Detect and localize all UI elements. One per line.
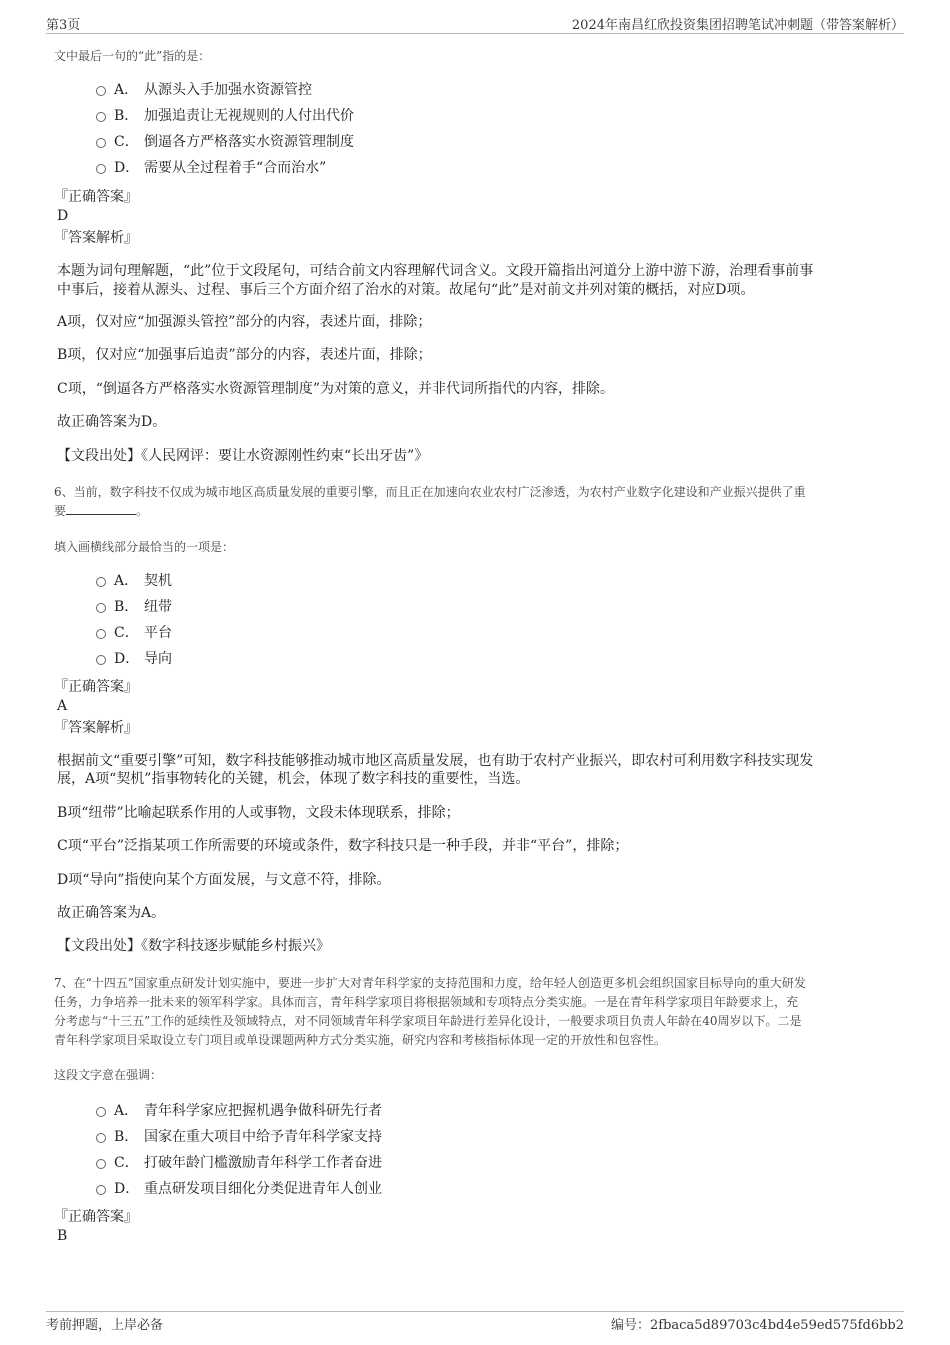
radio-icon[interactable] <box>96 86 106 96</box>
q7-stem-line: 分考虑与“十三五”工作的延续性及领域特点，对不同领域青年科学家项目年龄进行差异化设计，一般要求项目负责人年龄在40周岁以下。二是 <box>54 1014 802 1028</box>
q5-analysis-line: 本题为词句理解题，“此”位于文段尾句，可结合前文内容理解代词含义。文段开篇指出河道分上游中游下游，治理看事前事 <box>57 263 814 279</box>
q6-source: 【文段出处】《数字科技逐步赋能乡村振兴》 <box>57 938 330 954</box>
q7-stem-line: 7、在“十四五”国家重点研发计划实施中，要进一步扩大对青年科学家的支持范围和力度，给年轻人创造更多机会组织国家目标导向的重大研发 <box>54 976 806 990</box>
radio-icon[interactable] <box>96 138 106 148</box>
radio-icon[interactable] <box>96 1159 106 1169</box>
q6-answer: A <box>57 698 68 714</box>
radio-icon[interactable] <box>96 1185 106 1195</box>
q6-analysis-line: D项“导向”指使向某个方面发展，与文意不符，排除。 <box>57 872 391 888</box>
page-number: 第3页 <box>46 18 81 33</box>
footer-divider <box>46 1311 904 1312</box>
radio-icon[interactable] <box>96 603 106 613</box>
q7-answer: B <box>57 1228 68 1244</box>
q6-option-c[interactable]: C． 平台 <box>96 623 172 643</box>
fill-blank <box>66 502 136 515</box>
q6-stem-blank-line: 要 。 <box>54 504 149 518</box>
q5-analysis-line: A项，仅对应“加强源头管控”部分的内容，表述片面，排除； <box>57 314 432 330</box>
radio-icon[interactable] <box>96 1107 106 1117</box>
q7-option-b[interactable]: B． 国家在重大项目中给予青年科学家支持 <box>96 1127 382 1147</box>
q6-analysis-line: 展，A项“契机”指事物转化的关键，机会，体现了数字科技的重要性，当选。 <box>57 771 530 787</box>
q5-analysis-line: 故正确答案为D。 <box>57 414 167 430</box>
radio-icon[interactable] <box>96 1133 106 1143</box>
q7-option-a[interactable]: A． 青年科学家应把握机遇争做科研先行者 <box>96 1101 382 1121</box>
q7-option-c[interactable]: C． 打破年龄门槛激励青年科学工作者奋进 <box>96 1153 382 1173</box>
q6-option-a[interactable]: A． 契机 <box>96 571 172 591</box>
q7-stem-line: 青年科学家项目采取设立专门项目或单设课题两种方式分类实施，研究内容和考核指标体现一定的开放性和包容性。 <box>54 1033 667 1047</box>
q5-answer-label: 『正确答案』 <box>54 189 138 205</box>
q5-prompt: 文中最后一句的“此”指的是： <box>54 49 211 63</box>
q5-option-d[interactable]: D． 需要从全过程着手“合而治水” <box>96 158 326 178</box>
q5-option-b[interactable]: B． 加强追责让无视规则的人付出代价 <box>96 106 354 126</box>
q7-answer-label: 『正确答案』 <box>54 1209 138 1225</box>
q5-analysis-line: C项，“倒逼各方严格落实水资源管理制度”为对策的意义，并非代词所指代的内容，排除。 <box>57 381 615 397</box>
q6-analysis-line: 根据前文“重要引擎”可知，数字科技能够推动城市地区高质量发展，也有助于农村产业振兴，即农村可利用数字科技实现发 <box>57 753 814 769</box>
q6-analysis-label: 『答案解析』 <box>54 720 138 736</box>
q5-option-c[interactable]: C． 倒逼各方严格落实水资源管理制度 <box>96 132 354 152</box>
q6-answer-label: 『正确答案』 <box>54 679 138 695</box>
q6-prompt: 填入画横线部分最恰当的一项是： <box>54 540 235 554</box>
radio-icon[interactable] <box>96 655 106 665</box>
document-id: 编号：2fbaca5d89703c4bd4e59ed575fd6bb2 <box>611 1318 904 1333</box>
q7-stem-line: 任务，力争培养一批未来的领军科学家。具体而言，青年科学家项目将根据领域和专项特点分类实施。一是在青年科学家项目年龄要求上，充 <box>54 995 799 1009</box>
q6-option-b[interactable]: B． 纽带 <box>96 597 172 617</box>
radio-icon[interactable] <box>96 164 106 174</box>
q6-analysis-line: 故正确答案为A。 <box>57 905 166 921</box>
q6-stem: 6、当前，数字科技不仅成为城市地区高质量发展的重要引擎，而且正在加速向农业农村广泛渗透，为农村产业数字化建设和产业振兴提供了重 <box>54 485 806 499</box>
q7-option-d[interactable]: D． 重点研发项目细化分类促进青年人创业 <box>96 1179 382 1199</box>
q5-analysis-line: B项，仅对应“加强事后追责”部分的内容，表述片面，排除； <box>57 347 432 363</box>
q5-analysis-line: 中事后，接着从源头、过程、事后三个方面介绍了治水的对策。故尾句“此”是对前文并列对策的概括，对应D项。 <box>57 282 755 298</box>
q6-option-d[interactable]: D． 导向 <box>96 649 172 669</box>
radio-icon[interactable] <box>96 112 106 122</box>
q6-analysis-line: B项“纽带”比喻起联系作用的人或事物，文段未体现联系，排除； <box>57 805 460 821</box>
radio-icon[interactable] <box>96 577 106 587</box>
header-divider <box>46 33 904 34</box>
q5-option-a[interactable]: A． 从源头入手加强水资源管控 <box>96 80 312 100</box>
q6-analysis-line: C项“平台”泛指某项工作所需要的环境或条件，数字科技只是一种手段，并非“平台”，排除； <box>57 838 629 854</box>
radio-icon[interactable] <box>96 629 106 639</box>
q7-prompt: 这段文字意在强调： <box>54 1068 163 1082</box>
document-title: 2024年南昌红欣投资集团招聘笔试冲刺题（带答案解析） <box>571 18 904 33</box>
q5-source: 【文段出处】《人民网评：要让水资源刚性约束“长出牙齿”》 <box>57 448 429 464</box>
footer-slogan: 考前押题，上岸必备 <box>46 1318 164 1333</box>
q5-analysis-label: 『答案解析』 <box>54 230 138 246</box>
q5-answer: D <box>57 208 69 224</box>
